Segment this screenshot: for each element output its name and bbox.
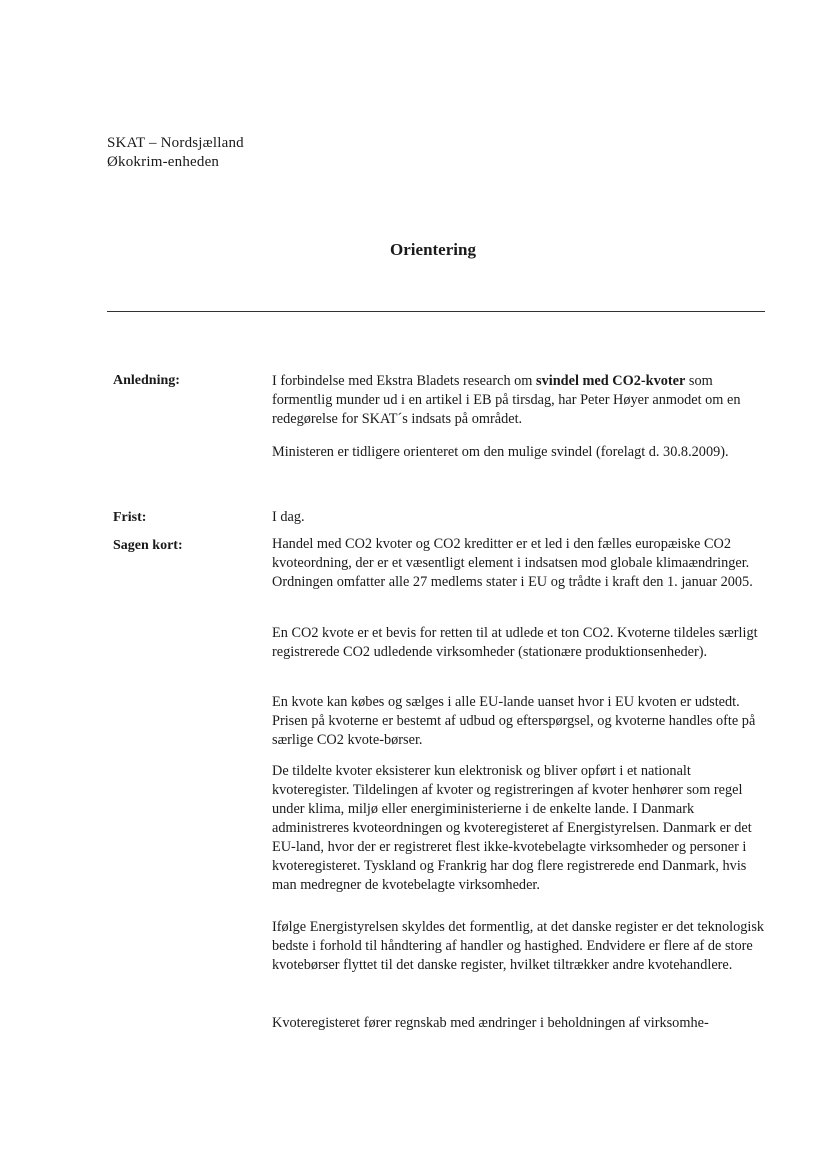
sagen-paragraph-1: Handel med CO2 kvoter og CO2 kreditter er et led i den fælles europæiske CO2 kvoteordning, der er et væsentligt element i indsatsen mod globale klimaændringer. Ordningen omfatter alle 27 medlems stater i EU og trådte i kraft den 1. januar 2005.: [272, 536, 753, 590]
sagen-paragraph-4: De tildelte kvoter eksisterer kun elektronisk og bliver opført i et nationalt kvoteregister. Tildelingen af kvoter og registreringen af kvoter henhører som regel under klima, miljø eller energiministerierne i de enkelte lande. I Danmark administreres kvoteordningen og kvoteregisteret af Energistyrelsen. Danmark er det EU-land, hvor der er registreret flest ikke-kvotebelagte virksomheder og personer i kvoteregisteret. Tyskland og Frankrig har dog flere registrerede end Danmark, hvis man medregner de kvotebelagte virksomheder.: [272, 763, 752, 893]
label-anledning: Anledning:: [113, 373, 180, 388]
sagen-paragraph-5: Ifølge Energistyrelsen skyldes det formentlig, at det danske register er det teknologisk bedste i forhold til håndtering af handler og hastighed. Endvidere er flere af de store kvotebørser flyttet til det danske register, hvilket tiltrækker andre kvotehandlere.: [272, 919, 765, 973]
organization-block: [107, 134, 244, 172]
anledning-text-start: I forbindelse med Ekstra Bladets research om: [272, 373, 537, 389]
anledning-paragraph-1: [272, 372, 768, 429]
org-name: SKAT – Nordsjælland: [107, 135, 244, 151]
sagen-paragraph-6: Kvoteregisteret fører regnskab med ændringer i beholdningen af virksomhe-: [272, 1015, 709, 1031]
title-divider: [107, 311, 765, 312]
frist-text: I dag.: [272, 509, 305, 525]
sagen-paragraph-2: En CO2 kvote er et bevis for retten til at udlede et ton CO2. Kvoterne tildeles særligt registrerede CO2 udledende virksomheder (stationære produktionsenheder).: [272, 625, 758, 660]
document-title: Orientering: [390, 240, 476, 259]
label-sagen-kort: Sagen kort:: [113, 538, 183, 553]
anledning-text-end: som formentlig munder ud i en artikel i EB på tirsdag, har Peter Høyer anmodet om en redegørelse for SKAT´s indsats på området.: [272, 373, 741, 427]
anledning-paragraph-2: Ministeren er tidligere orienteret om den mulige svindel (forelagt d. 30.8.2009).: [272, 444, 729, 460]
anledning-text-bold: svindel med CO2-kvoter: [536, 373, 686, 389]
label-frist: Frist:: [113, 510, 147, 525]
org-unit: Økokrim-enheden: [107, 154, 220, 170]
sagen-paragraph-3: En kvote kan købes og sælges i alle EU-lande uanset hvor i EU kvoten er udstedt. Prisen på kvoterne er bestemt af udbud og efterspørgsel, og kvoterne handles ofte på særlige CO2 kvote-børser.: [272, 694, 756, 748]
